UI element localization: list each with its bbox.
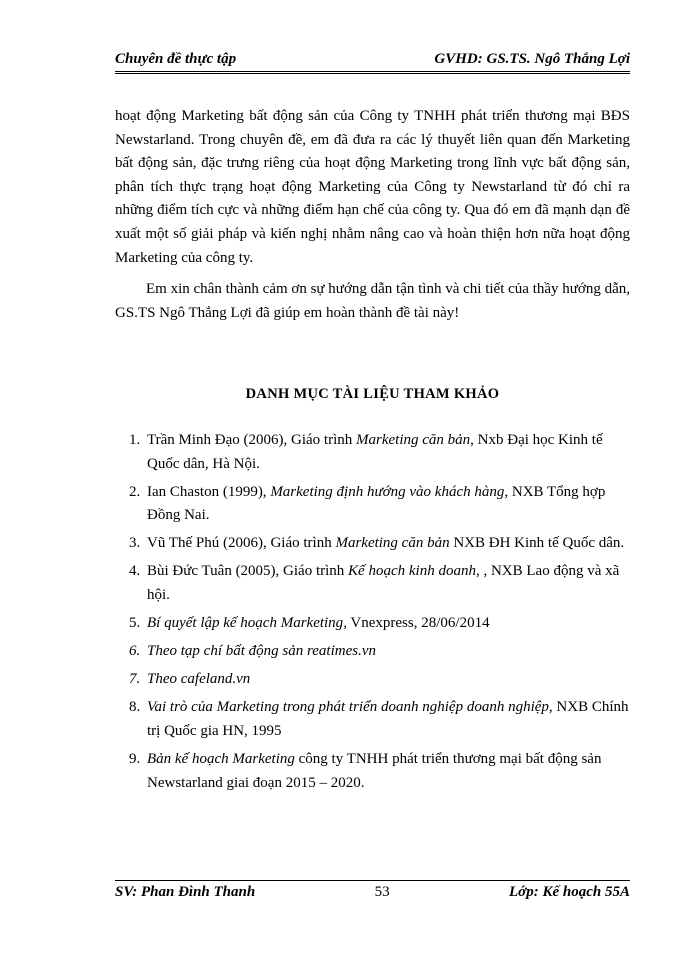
header-left: Chuyên đề thực tập: [115, 51, 237, 67]
reference-item: 4. Bùi Đức Tuân (2005), Giáo trình Kế hoạch kinh doanh, , NXB Lao động và xã hội.: [129, 563, 620, 603]
page-body: [115, 105, 630, 800]
reference-item: 1. Trần Minh Đạo (2006), Giáo trình Marketing căn bản, Nxb Đại học Kinh tế Quốc dân, Hà Nội.: [129, 431, 603, 472]
reference-item: 7. Theo cafeland.vn: [129, 671, 251, 688]
reference-item: 5. Bí quyết lập kế hoạch Marketing, Vnexpress, 28/06/2014: [129, 615, 490, 632]
reference-item: 8. Vai trò của Marketing trong phát triển doanh nghiệp doanh nghiệp, NXB Chính trị Quốc gia HN, 1995: [129, 699, 629, 739]
reference-item: 6. Theo tạp chí bất động sản reatimes.vn: [129, 643, 377, 660]
paragraph-summary: hoạt động Marketing bất động sản của Công ty TNHH phát triển thương mại BĐS Newstarland. Trong chuyên đề, em đã đưa ra các lý thuyết liên quan đến Marketing bất động sản, đặc trưng riêng của hoạt động Marketing trong lĩnh vực bất động sản, phân tích thực trạng hoạt động Marketing của Công ty Newstarland từ đó chỉ ra những điểm tích cực và những điểm hạn chế của công ty. Qua đó em đã mạnh dạn đề xuất một số giải pháp và kiến nghị nhằm nâng cao và hoàn thiện hơn nữa hoạt động Marketing của công ty.: [115, 108, 630, 266]
header-right: GVHD: GS.TS. Ngô Thắng Lợi: [434, 51, 630, 67]
page-footer: [115, 880, 630, 901]
reference-item: 3. Vũ Thế Phú (2006), Giáo trình Marketing căn bản NXB ĐH Kinh tế Quốc dân.: [129, 535, 625, 552]
footer-student: SV: Phan Đình Thanh: [115, 884, 256, 900]
page-number: 53: [374, 884, 390, 900]
references-title: DANH MỤC TÀI LIỆU THAM KHẢO: [245, 386, 500, 403]
references-list: [115, 429, 630, 795]
page-header: [115, 51, 630, 74]
paragraph-thanks: Em xin chân thành cảm ơn sự hướng dẫn tận tình và chi tiết của thầy hướng dẫn, GS.TS Ngô Thắng Lợi đã giúp em hoàn thành đề tài này!: [115, 281, 630, 321]
reference-item: 2. Ian Chaston (1999), Marketing định hướng vào khách hàng, NXB Tổng hợp Đồng Nai.: [129, 483, 606, 524]
footer-class: Lớp: Kế hoạch 55A: [509, 884, 630, 900]
reference-item: 9. Bản kế hoạch Marketing công ty TNHH phát triển thương mại bất động sản Newstarland giai đoạn 2015 – 2020.: [129, 751, 602, 791]
